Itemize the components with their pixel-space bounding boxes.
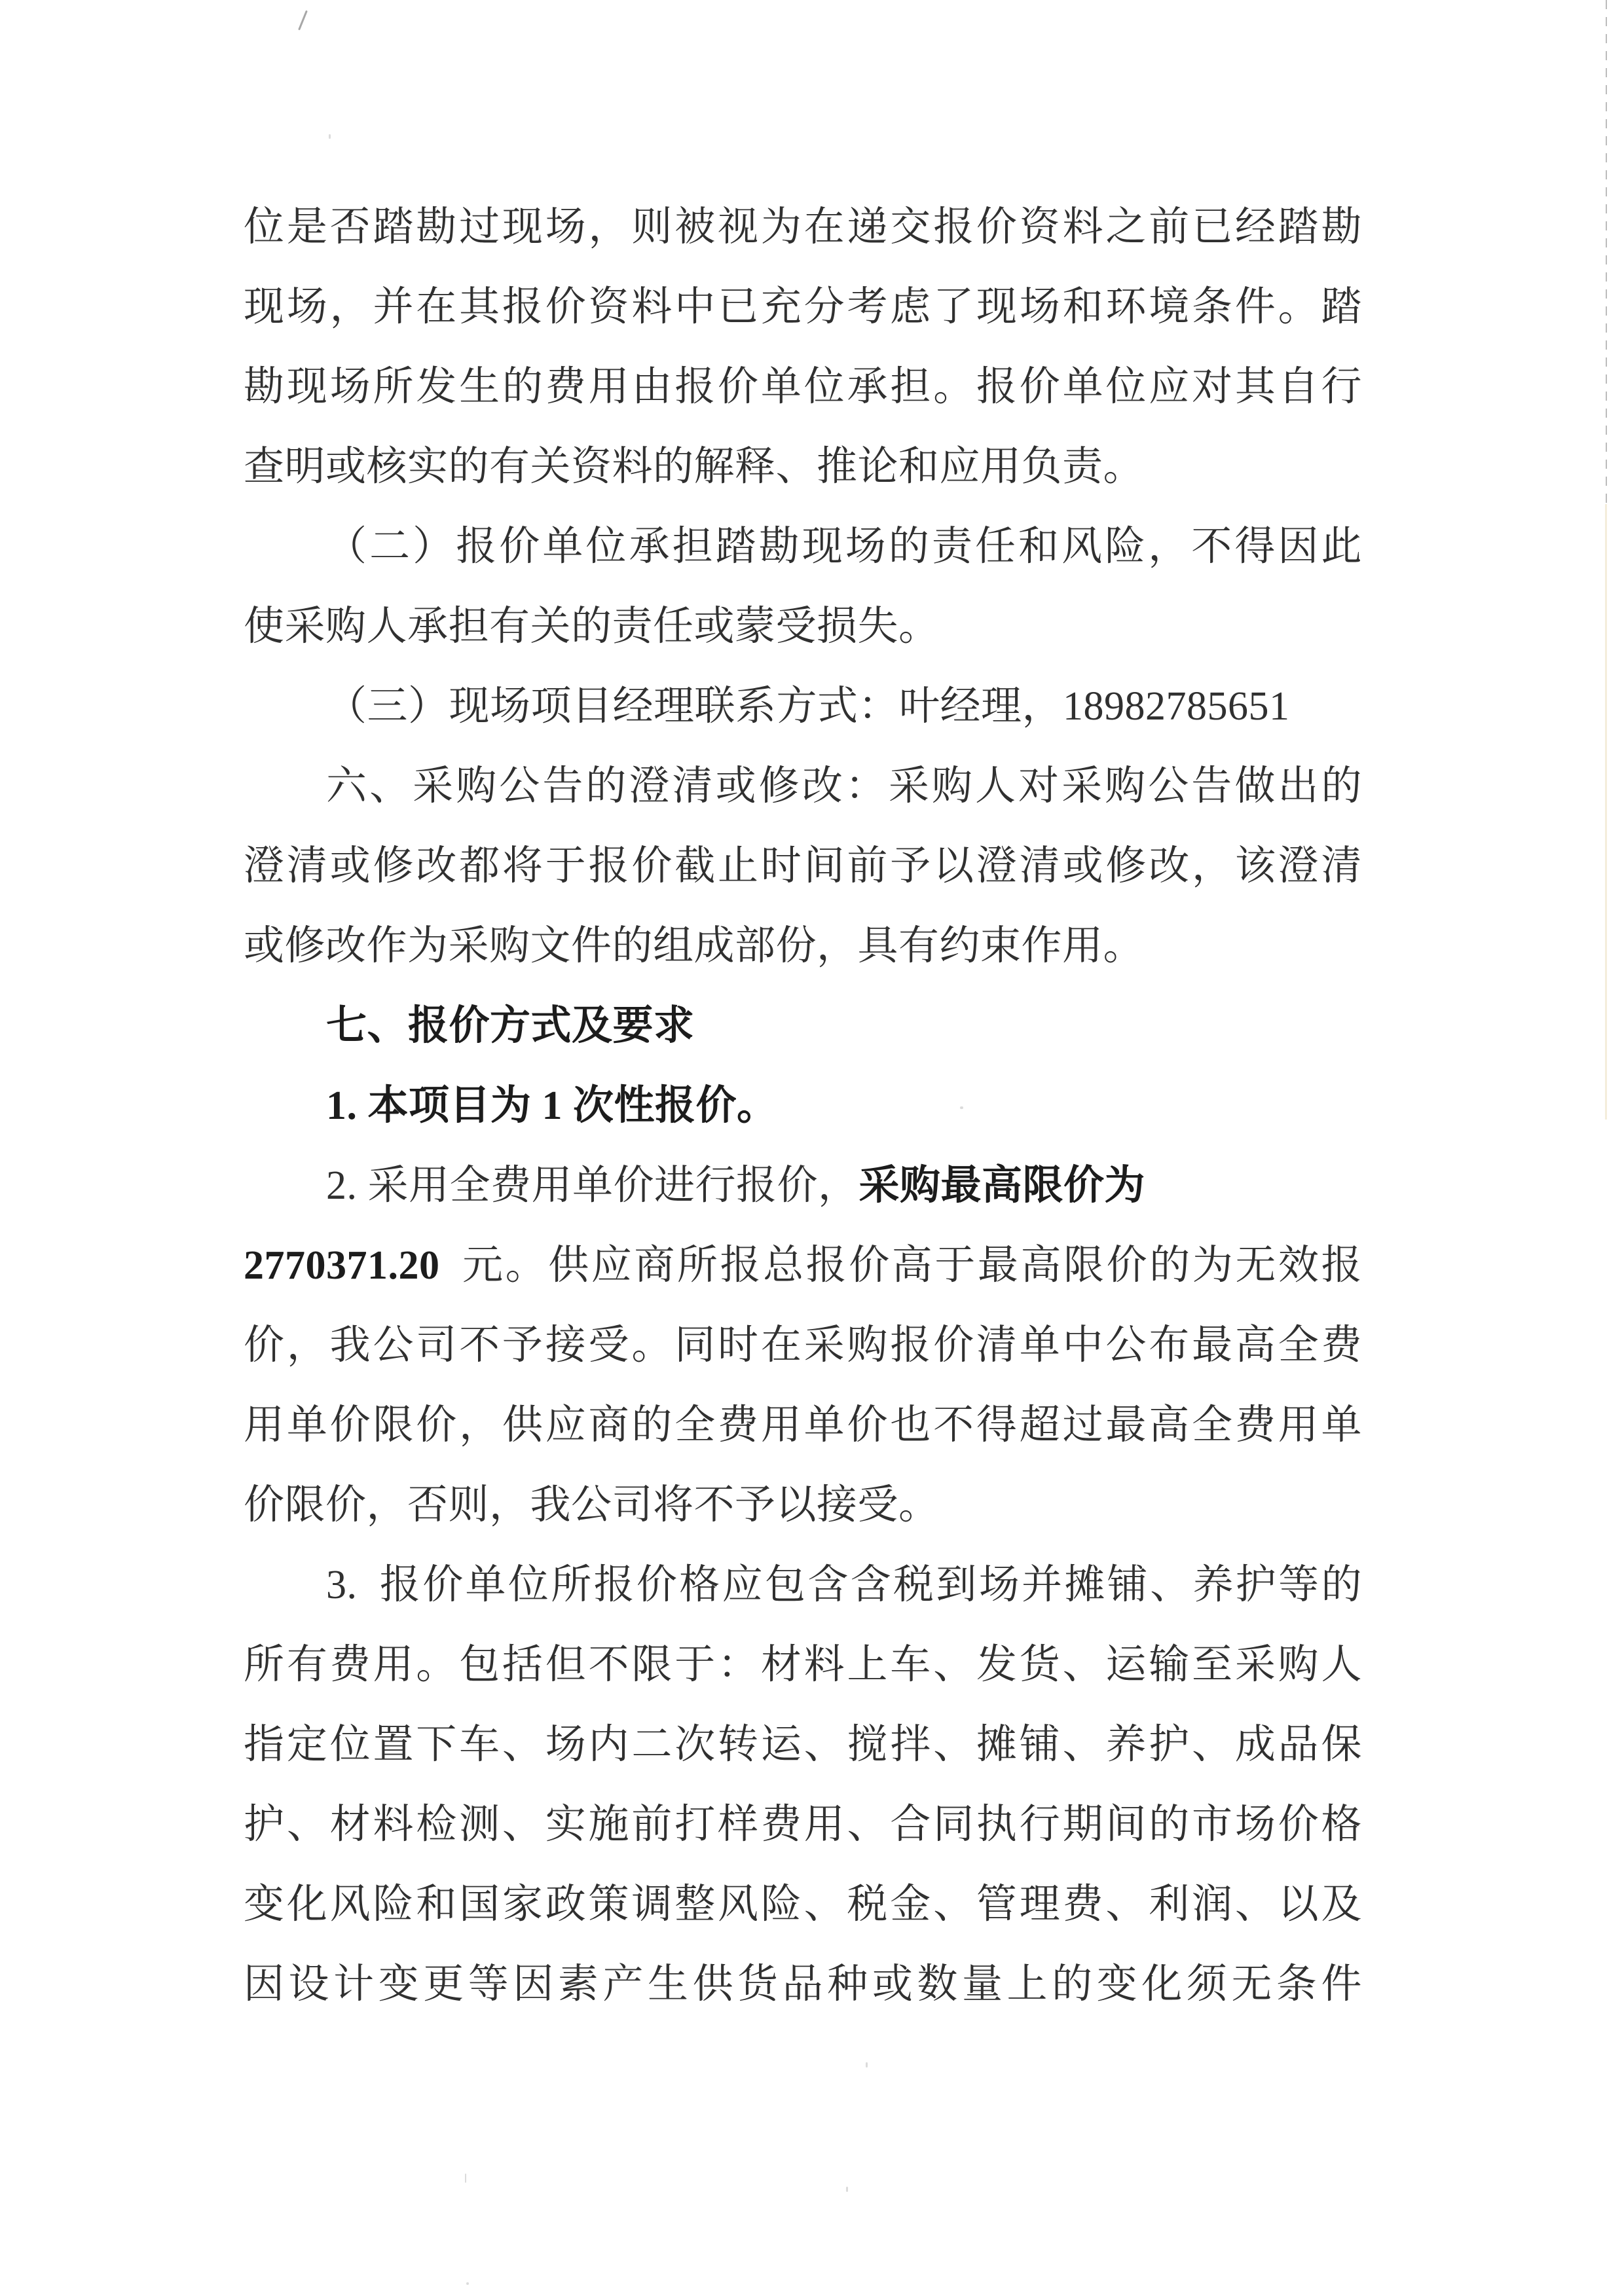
item-3-line-5: 变化风险和国家政策调整风险、税金、管理费、利润、以及 (244, 1882, 1362, 1927)
scan-artifact-speck (329, 134, 331, 139)
item-2-prefix: 2. 采用全费用单价进行报价， (326, 1163, 859, 1208)
max-price-value: 2770371.20 (244, 1243, 440, 1288)
section-6-line-1: 六、采购公告的澄清或修改：采购人对采购公告做出的 (326, 764, 1362, 809)
scan-artifact-speck (466, 2282, 469, 2285)
clause-2-line-1: （二）报价单位承担踏勘现场的责任和风险，不得因此 (326, 524, 1362, 569)
max-price-label: 采购最高限价为 (858, 1163, 1146, 1208)
document-body (244, 187, 1362, 2024)
item-2-line-3: 价，我公司不予接受。同时在采购报价清单中公布最高全费 (244, 1323, 1362, 1368)
clause-3-contact-line: （三）现场项目经理联系方式：叶经理，18982785651 (326, 684, 1290, 729)
item-3-line-3: 指定位置下车、场内二次转运、搅拌、摊铺、养护、成品保 (244, 1722, 1362, 1767)
section-6-line-3: 或修改作为采购文件的组成部份，具有约束作用。 (244, 924, 1145, 968)
clause-2-line-2: 使采购人承担有关的责任或蒙受损失。 (244, 604, 940, 649)
scan-artifact-speck (866, 2062, 868, 2068)
site-visit-line-3: 勘现场所发生的费用由报价单位承担。报价单位应对其自行 (244, 365, 1362, 409)
item-1-line: 1. 本项目为 1 次性报价。 (326, 1084, 778, 1128)
section-7-heading: 七、报价方式及要求 (326, 1004, 695, 1048)
scan-artifact-speck (465, 2174, 466, 2183)
site-visit-line-2: 现场，并在其报价资料中已充分考虑了现场和环境条件。踏 (244, 285, 1362, 329)
item-2-line-2-text: 元。供应商所报总报价高于最高限价的为无效报 (439, 1243, 1362, 1288)
item-3-line-6: 因设计变更等因素产生供货品种或数量上的变化须无条件 (244, 1962, 1362, 2007)
scan-artifact-edge-line (1606, 0, 1607, 504)
item-2-line-1 (244, 1146, 1362, 1226)
item-3-line-4: 护、材料检测、实施前打样费用、合同执行期间的市场价格 (244, 1802, 1362, 1847)
item-2-line-4: 用单价限价，供应商的全费用单价也不得超过最高全费用单 (244, 1403, 1362, 1448)
site-visit-line-4: 查明或核实的有关资料的解释、推论和应用负责。 (244, 445, 1145, 489)
scan-artifact-edge-line-faint (1605, 504, 1607, 1120)
item-2-line-2 (244, 1226, 1362, 1305)
item-3-line-2: 所有费用。包括但不限于：材料上车、发货、运输至采购人 (244, 1643, 1362, 1687)
item-2-line-5: 价限价，否则，我公司将不予以接受。 (244, 1483, 940, 1527)
section-6-line-2: 澄清或修改都将于报价截止时间前予以澄清或修改，该澄清 (244, 844, 1362, 888)
item-3-line-1: 3. 报价单位所报价格应包含含税到场并摊铺、养护等的 (326, 1563, 1362, 1607)
scan-artifact-slash (298, 10, 308, 31)
site-visit-line-1: 位是否踏勘过现场，则被视为在递交报价资料之前已经踏勘 (244, 205, 1362, 249)
scan-artifact-speck (846, 2187, 848, 2192)
